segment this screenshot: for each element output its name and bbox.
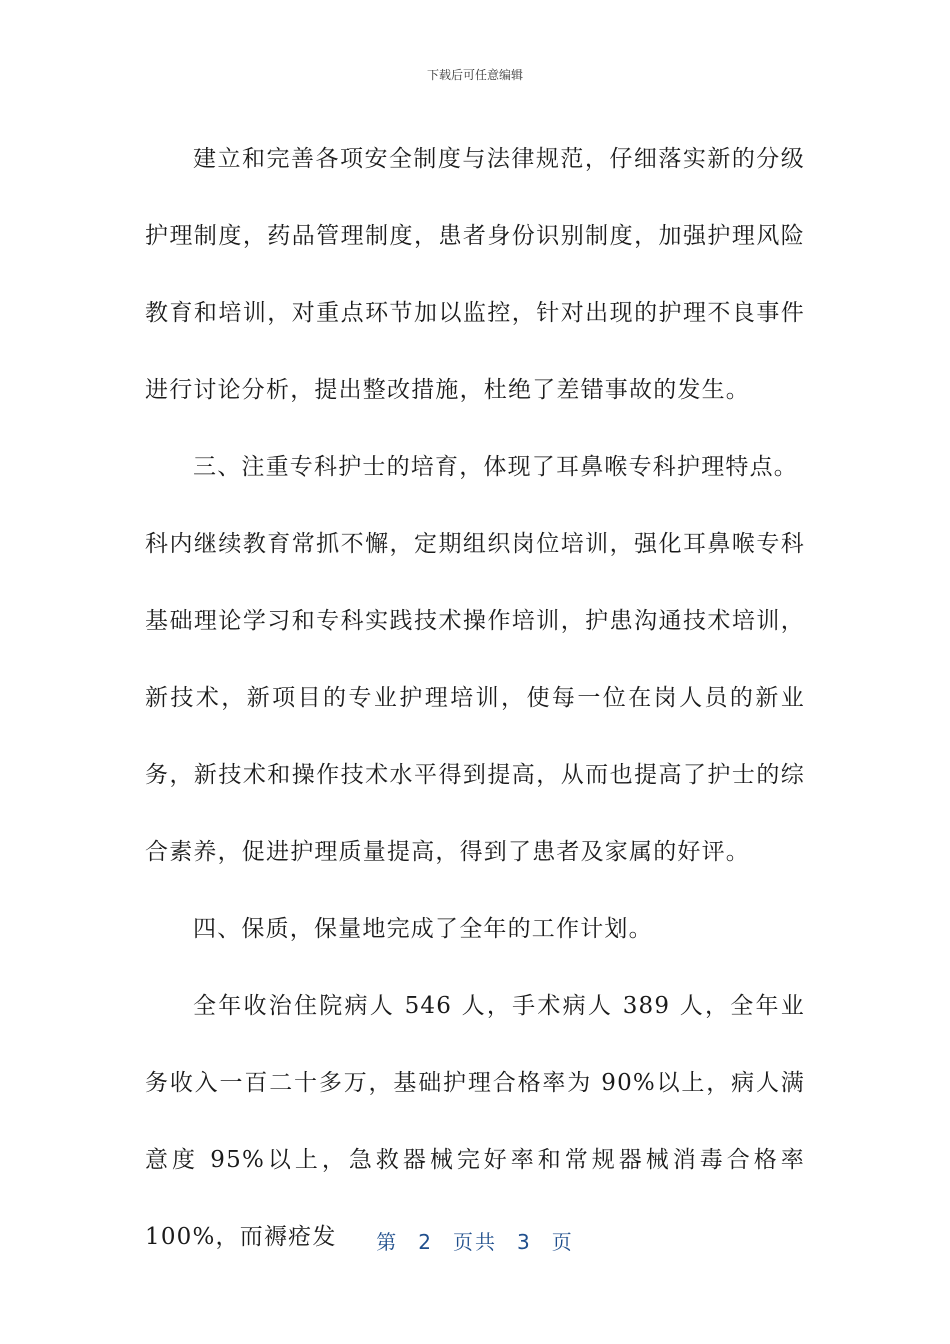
footer-prefix: 第 (376, 1230, 399, 1254)
paragraph-safety-system: 建立和完善各项安全制度与法律规范，仔细落实新的分级护理制度，药品管理制度，患者身份识别制度，加强护理风险教育和培训，对重点环节加以监控，针对出现的护理不良事件进行讨论分析，提出整改措施，杜绝了差错事故的发生。 (145, 146, 805, 403)
paragraph-training: 科内继续教育常抓不懈，定期组织岗位培训，强化耳鼻喉专科基础理论学习和专科实践技术操作培训，护患沟通技术培训，新技术，新项目的专业护理培训，使每一位在岗人员的新业务，新技术和操作技术水平得到提高，从而也提高了护士的综合素养，促进护理质量提高，得到了患者及家属的好评。 (145, 531, 805, 865)
paragraph-section-four-heading: 四、保质，保量地完成了全年的工作计划。 (193, 916, 653, 942)
paragraph-annual-statistics: 全年收治住院病人 546 人，手术病人 389 人，全年业务收入一百二十多万，基础护理合格率为 90%以上，病人满意度 95%以上，急救器械完好率和常规器械消毒合格率 100%，而褥疮发 (145, 993, 805, 1250)
footer-suffix: 页 (551, 1230, 574, 1254)
document-body (145, 121, 805, 1276)
footer-current-page: 2 (418, 1230, 433, 1254)
footer-middle: 页共 (453, 1230, 497, 1254)
paragraph-section-three-heading: 三、注重专科护士的培育，体现了耳鼻喉专科护理特点。 (193, 454, 798, 480)
page-header: 下载后可任意编辑 (426, 68, 523, 82)
footer-total-pages: 3 (517, 1230, 532, 1254)
page-footer (0, 1226, 950, 1255)
